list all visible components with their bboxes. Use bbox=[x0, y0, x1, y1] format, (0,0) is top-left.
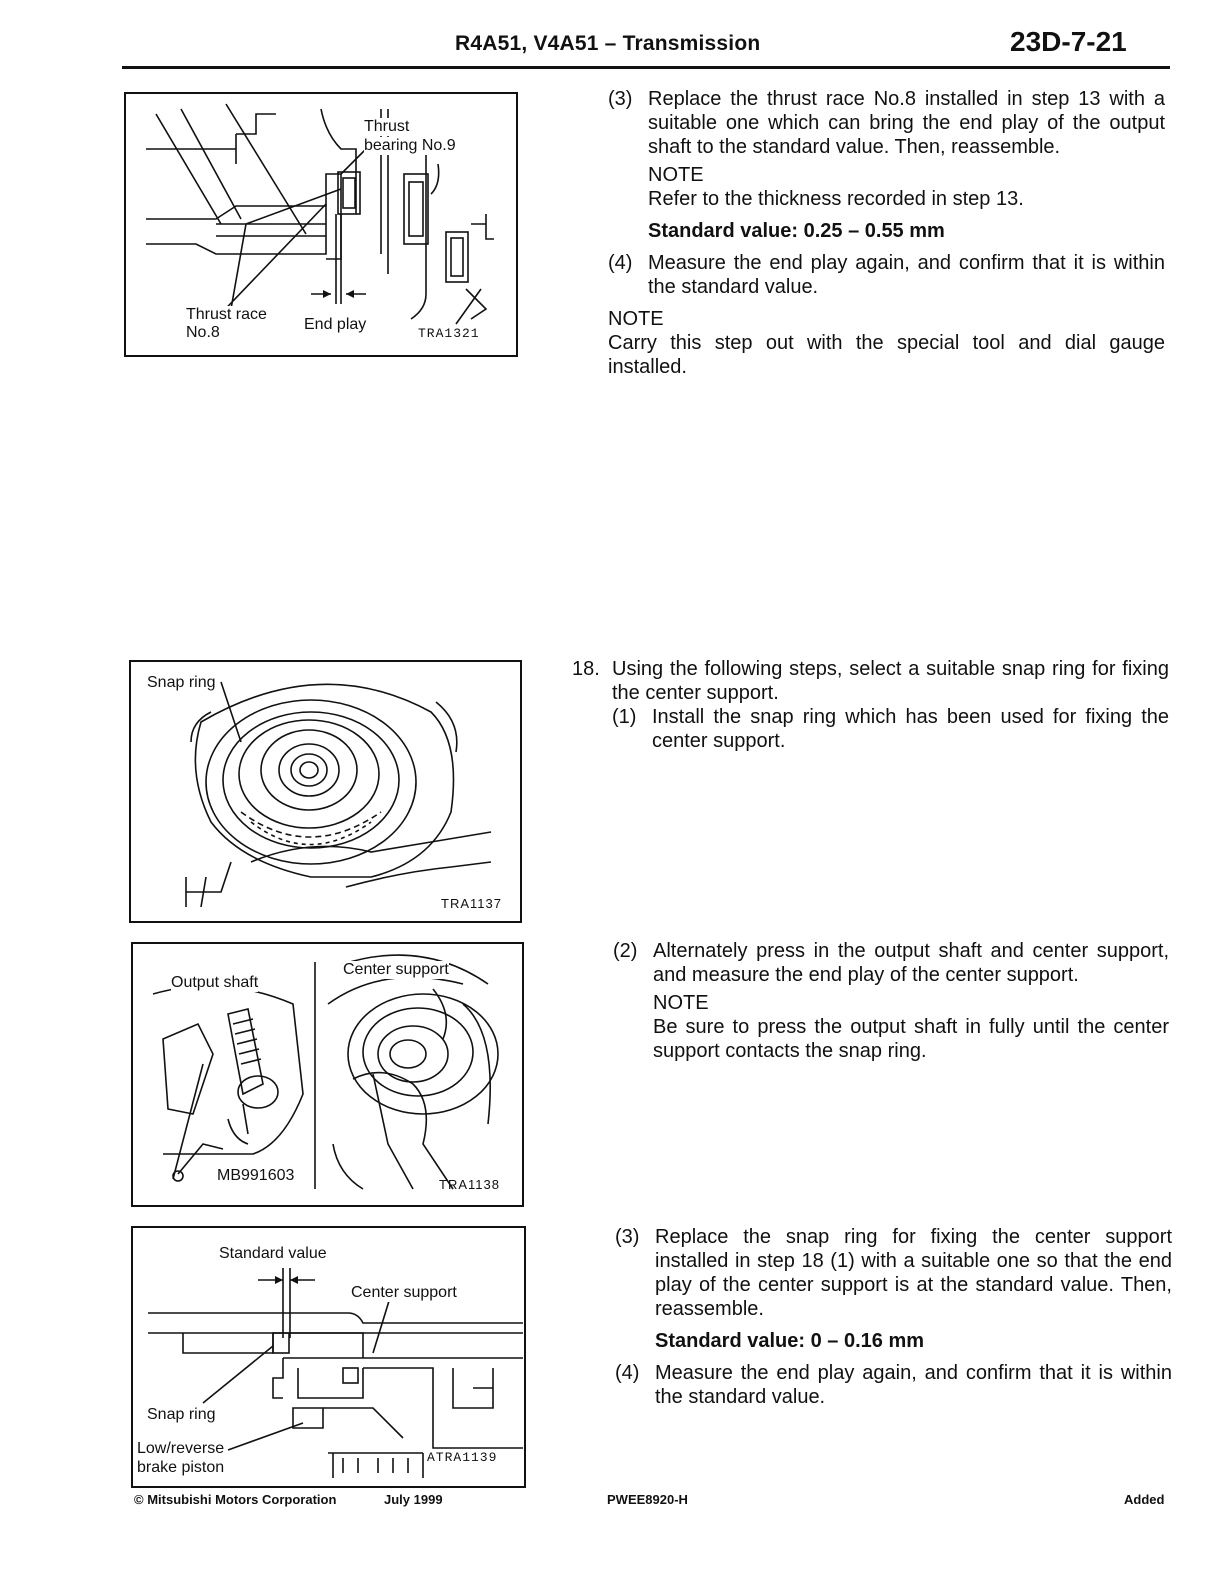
step-4-center-support bbox=[615, 1361, 1172, 1409]
step-number: (3) bbox=[615, 1226, 640, 1248]
step-text: Measure the end play again, and confirm that it is within the standard value. bbox=[655, 1362, 1172, 1408]
step-number: 18. bbox=[572, 658, 600, 680]
step-number: (3) bbox=[608, 88, 633, 110]
figure-code-tra1138: TRA1138 bbox=[439, 1177, 500, 1192]
step-18 bbox=[572, 657, 1169, 705]
step-text: Alternately press in the output shaft and center support, and measure the end play of the center support. bbox=[653, 940, 1169, 986]
step-3-output-shaft bbox=[608, 87, 1165, 159]
step-text: Measure the end play again, and confirm that it is within the standard value. bbox=[648, 252, 1165, 298]
label-thrust-race-line2: No.8 bbox=[186, 324, 220, 341]
note-text: Carry this step out with the special tool and dial gauge installed. bbox=[608, 332, 1165, 378]
step-text: Replace the thrust race No.8 installed in step 13 with a suitable one which can bring the end play of the output shaft to the standard value. Then, reassemble. bbox=[648, 88, 1165, 158]
step-3-center-support bbox=[615, 1225, 1172, 1321]
label-center-support: Center support bbox=[343, 961, 449, 978]
label-snap-ring: Snap ring bbox=[147, 1406, 216, 1423]
figure-center-support-measure bbox=[131, 942, 524, 1207]
step-number: (1) bbox=[612, 706, 637, 728]
footer-doc-code: PWEE8920-H bbox=[607, 1492, 688, 1507]
step-2-center-support bbox=[613, 939, 1169, 987]
label-special-tool: MB991603 bbox=[217, 1167, 295, 1184]
page-header-title: R4A51, V4A51 – Transmission bbox=[455, 32, 761, 55]
step-number: (2) bbox=[613, 940, 638, 962]
label-thrust-bearing-line2: bearing No.9 bbox=[364, 137, 456, 154]
step-text: Replace the snap ring for fixing the center support installed in step 18 (1) with a suitable one so that the end play of the center support is at the standard value. Then, reassemble. bbox=[655, 1226, 1172, 1320]
figure-center-support-standard bbox=[131, 1226, 526, 1488]
label-piston-line1: Low/reverse bbox=[137, 1440, 225, 1457]
figure-snap-ring-install bbox=[129, 660, 522, 923]
figure-snap-ring-install-drawing bbox=[131, 662, 520, 921]
footer-copyright: © Mitsubishi Motors Corporation bbox=[134, 1492, 337, 1507]
figure-code-tra1321: TRA1321 bbox=[418, 326, 480, 341]
note-heading: NOTE bbox=[653, 992, 709, 1014]
note-heading: NOTE bbox=[648, 164, 704, 186]
note-text: Refer to the thickness recorded in step 13. bbox=[648, 188, 1024, 210]
section-c-text bbox=[613, 939, 1169, 1063]
standard-value-center-support: Standard value: 0 – 0.16 mm bbox=[655, 1330, 925, 1352]
label-output-shaft: Output shaft bbox=[171, 974, 259, 991]
standard-value-output-shaft: Standard value: 0.25 – 0.55 mm bbox=[648, 220, 945, 242]
section-d-text bbox=[615, 1225, 1172, 1409]
figure-code-tra1137: TRA1137 bbox=[441, 896, 502, 911]
label-thrust-bearing-line1: Thrust bbox=[364, 118, 410, 135]
label-thrust-race-line1: Thrust race bbox=[186, 306, 267, 323]
step-1-center-support bbox=[612, 705, 1169, 753]
step-number: (4) bbox=[608, 252, 633, 274]
page-number: 23D-7-21 bbox=[1010, 26, 1127, 57]
note-text: Be sure to press the output shaft in fully until the center support contacts the snap ring. bbox=[653, 1016, 1169, 1062]
label-end-play: End play bbox=[304, 316, 367, 333]
footer-status: Added bbox=[1124, 1492, 1165, 1507]
label-piston-line2: brake piston bbox=[137, 1459, 225, 1476]
figure-thrust-race bbox=[124, 92, 518, 357]
step-number: (4) bbox=[615, 1362, 640, 1384]
note-heading: NOTE bbox=[608, 308, 664, 330]
label-standard-value: Standard value bbox=[219, 1245, 327, 1262]
header-rule bbox=[122, 66, 1170, 69]
step-text: Install the snap ring which has been used for fixing the center support. bbox=[652, 706, 1169, 752]
section-a-text bbox=[608, 87, 1165, 379]
step-text: Using the following steps, select a suitable snap ring for fixing the center support. bbox=[612, 658, 1169, 704]
label-snap-ring: Snap ring bbox=[147, 674, 216, 691]
step-4-output-shaft bbox=[608, 251, 1165, 299]
footer-date: July 1999 bbox=[384, 1492, 443, 1507]
section-b-text bbox=[572, 657, 1169, 753]
label-center-support: Center support bbox=[351, 1284, 457, 1301]
figure-code-atra1139: ATRA1139 bbox=[427, 1450, 498, 1465]
